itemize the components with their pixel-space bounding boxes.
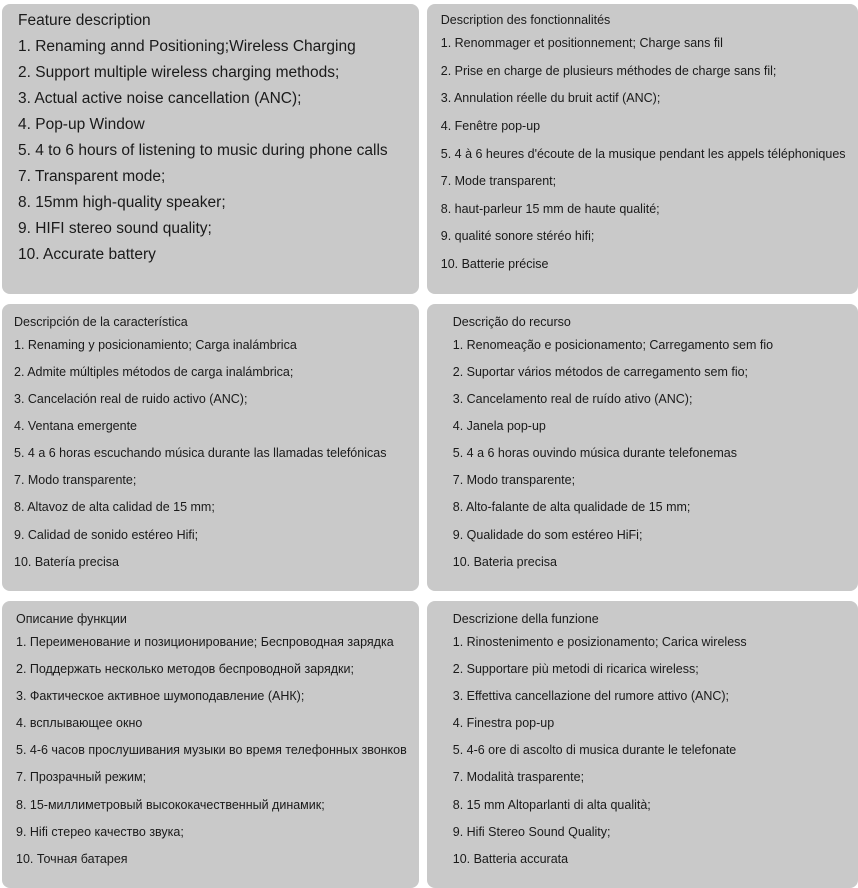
list-item: 8. 15 mm Altoparlanti di alta qualità;	[452, 797, 651, 812]
list-item: 7. Modo transparente;	[14, 473, 137, 488]
list-item: 2. Поддержать несколько методов беспроводной зарядки;	[16, 661, 354, 676]
list-item: 9. Hifi Stereo Sound Quality;	[452, 824, 611, 839]
list-item: 5. 4-6 ore di ascolto di musica durante le telefonate	[452, 743, 737, 758]
list-item: 5. 4 to 6 hours of listening to music during phone calls	[18, 142, 388, 159]
list-item: 8. Altavoz de alta calidad de 15 mm;	[14, 500, 215, 515]
list-item: 2. Suportar vários métodos de carregamento sem fio;	[452, 364, 749, 379]
list-item: 7. Прозрачный режим;	[16, 770, 147, 785]
list-item: 1. Renaming y posicionamiento; Carga inalámbrica	[14, 337, 297, 352]
list-item: 10. Accurate battery	[18, 246, 156, 263]
list-item: 9. qualité sonore stéréo hifi;	[440, 229, 595, 244]
feature-list	[16, 636, 407, 866]
list-item: 9. Hifi стерео качество звука;	[16, 824, 184, 839]
feature-list	[14, 339, 407, 569]
list-item: 1. Renomeação e posicionamento; Carregamento sem fio	[452, 337, 774, 352]
list-item: 2. Prise en charge de plusieurs méthodes de charge sans fil;	[440, 63, 777, 78]
list-item: 10. Batterie précise	[440, 257, 549, 271]
list-item: 10. Batteria accurata	[452, 851, 569, 866]
list-item: 7. Mode transparent;	[440, 174, 557, 189]
panel-title: Descrição do recurso	[452, 314, 571, 329]
list-item: 8. Alto-falante de alta qualidade de 15 mm;	[452, 500, 691, 515]
list-item: 7. Transparent mode;	[18, 168, 166, 185]
list-item: 3. Effettiva cancellazione del rumore attivo (ANC);	[452, 689, 730, 703]
list-item: 2. Support multiple wireless charging methods;	[18, 64, 340, 81]
feature-list	[441, 37, 846, 271]
panel-feature-description-ru	[2, 601, 419, 888]
list-item: 4. Janela pop-up	[452, 419, 546, 433]
list-item: 8. haut-parleur 15 mm de haute qualité;	[440, 201, 660, 216]
list-item: 9. Qualidade do som estéreo HiFi;	[452, 527, 643, 542]
list-item: 1. Renommager et positionnement; Charge sans fil	[440, 36, 723, 50]
panel-feature-description-en	[2, 4, 419, 294]
list-item: 4. Fenêtre pop-up	[440, 118, 541, 133]
list-item: 3. Annulation réelle du bruit actif (ANC);	[440, 91, 661, 106]
list-item: 4. Finestra pop-up	[452, 716, 555, 731]
panel-title: Descrizione della funzione	[452, 611, 599, 626]
panel-feature-description-it	[427, 601, 858, 888]
panel-feature-description-pt	[427, 304, 858, 591]
list-item: 4. Ventana emergente	[14, 419, 138, 433]
list-item: 4. Pop-up Window	[18, 116, 145, 133]
list-item: 3. Cancelación real de ruido activo (ANC);	[14, 391, 248, 406]
list-item: 9. HIFI stereo sound quality;	[18, 220, 212, 237]
list-item: 1. Переименование и позиционирование; Беспроводная зарядка	[16, 634, 394, 649]
panel-title: Feature description	[18, 12, 151, 29]
list-item: 5. 4 à 6 heures d'écoute de la musique pendant les appels téléphoniques	[440, 146, 846, 161]
feature-list	[18, 39, 407, 263]
list-item: 8. 15mm high-quality speaker;	[18, 194, 226, 211]
list-item: 10. Точная батарея	[16, 851, 128, 866]
panel-feature-description-es	[2, 304, 419, 591]
list-item: 2. Admite múltiples métodos de carga inalámbrica;	[14, 364, 294, 379]
list-item: 10. Bateria precisa	[452, 554, 557, 569]
list-item: 1. Renaming annd Positioning;Wireless Charging	[18, 38, 356, 55]
list-item: 2. Supportare più metodi di ricarica wireless;	[452, 661, 699, 676]
list-item: 7. Modalità trasparente;	[452, 770, 585, 785]
panel-feature-description-fr	[427, 4, 858, 294]
panel-title: Descripción de la característica	[14, 314, 188, 329]
list-item: 5. 4 a 6 horas escuchando música durante las llamadas telefónicas	[14, 446, 387, 461]
list-item: 9. Calidad de sonido estéreo Hifi;	[14, 527, 199, 542]
list-item: 10. Batería precisa	[14, 554, 119, 569]
list-item: 3. Cancelamento real de ruído ativo (ANC);	[452, 391, 693, 406]
panel-title: Описание функции	[16, 611, 127, 626]
panel-title: Description des fonctionnalités	[440, 13, 611, 27]
feature-list	[453, 339, 846, 569]
list-item: 3. Фактическое активное шумоподавление (АНК);	[16, 689, 305, 703]
list-item: 7. Modo transparente;	[452, 473, 576, 488]
list-item: 5. 4-6 часов прослушивания музыки во время телефонных звонков	[16, 743, 407, 758]
list-item: 8. 15-миллиметровый высококачественный динамик;	[16, 797, 325, 812]
list-item: 4. всплывающее окно	[16, 716, 143, 731]
list-item: 5. 4 a 6 horas ouvindo música durante telefonemas	[452, 446, 737, 461]
feature-list	[453, 636, 846, 866]
list-item: 3. Actual active noise cancellation (ANC);	[18, 90, 302, 107]
list-item: 1. Rinostenimento e posizionamento; Carica wireless	[452, 634, 747, 649]
